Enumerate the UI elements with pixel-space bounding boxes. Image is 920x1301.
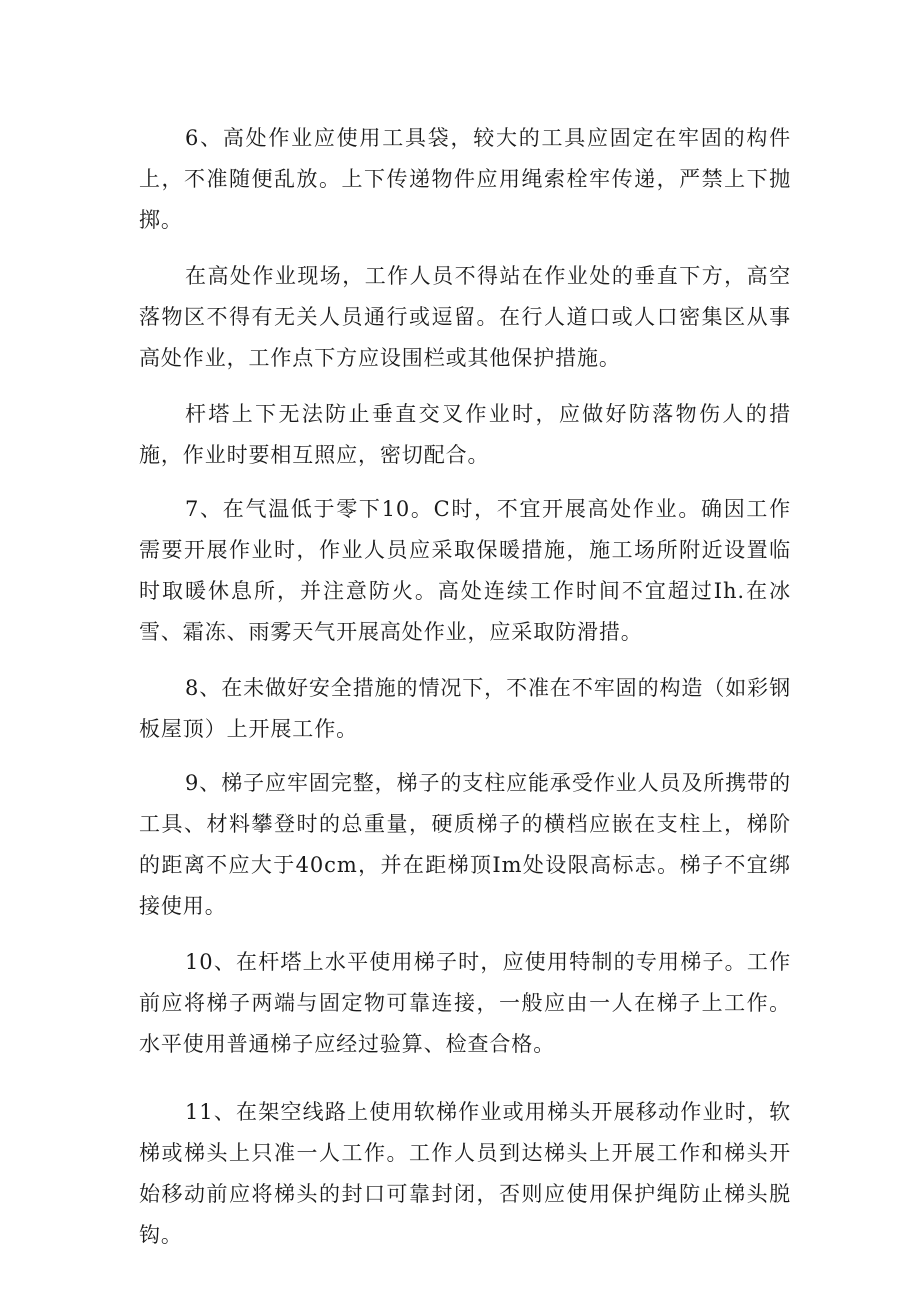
paragraph-work-site: 在高处作业现场，工作人员不得站在作业处的垂直下方，高空落物区不得有无关人员通行或逗留。在行人道口或人口密集区从事高处作业，工作点下方应设围栏或其他保护措施。 (139, 264, 791, 370)
paragraph-horizontal-ladder: 10、在杆塔上水平使用梯子时，应使用特制的专用梯子。工作前应将梯子两端与固定物可靠连接，一般应由一人在梯子上工作。水平使用普通梯子应经过验算、检查合格。 (139, 950, 791, 1056)
paragraph-soft-ladder: 11、在架空线路上使用软梯作业或用梯头开展移动作业时，软梯或梯头上只准一人工作。工作人员到达梯头上开展工作和梯头开始移动前应将梯头的封口可靠封闭，否则应使用保护绳防止梯头脱钩。 (139, 1100, 791, 1247)
paragraph-unsafe-structure: 8、在未做好安全措施的情况下，不准在不牢固的构造（如彩钢板屋顶）上开展工作。 (139, 676, 791, 741)
paragraph-ladder-requirements: 9、梯子应牢固完整，梯子的支柱应能承受作业人员及所携带的工具、材料攀登时的总重量，硬质梯子的横档应嵌在支柱上，梯阶的距离不应大于40cm，并在距梯顶Im处设限高标志。梯子不宜绑接使用。 (139, 771, 791, 918)
paragraph-cross-operation: 杆塔上下无法防止垂直交叉作业时，应做好防落物伤人的措施，作业时要相互照应，密切配合。 (139, 402, 791, 467)
paragraph-tool-bag: 6、高处作业应使用工具袋，较大的工具应固定在牢固的构件上，不准随便乱放。上下传递物件应用绳索栓牢传递，严禁上下抛掷。 (139, 126, 791, 232)
paragraph-low-temperature: 7、在气温低于零下10。C时，不宜开展高处作业。确因工作需要开展作业时，作业人员应采取保暖措施，施工场所附近设置临时取暖休息所，并注意防火。高处连续工作时间不宜超过Ih.在冰雪、霜冻、雨雾天气开展高处作业，应采取防滑措。 (139, 497, 791, 644)
document-page (139, 118, 791, 1256)
